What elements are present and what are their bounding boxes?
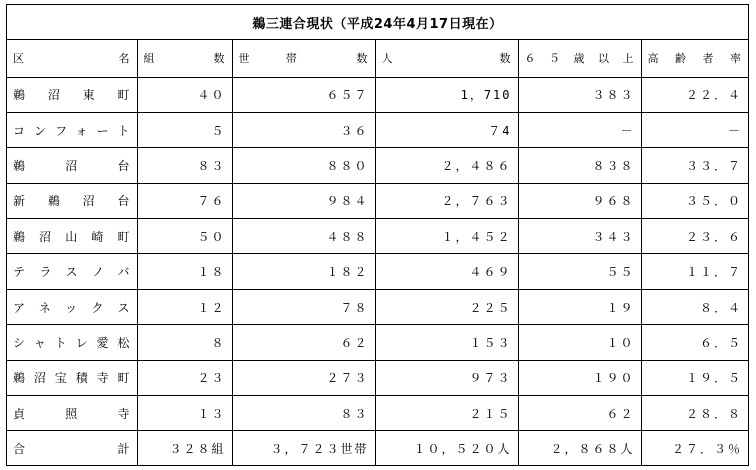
total-row: [7, 431, 748, 466]
cell-district: テラスノバ: [7, 254, 137, 289]
cell-population: ７4: [375, 112, 518, 147]
cell-aging-rate: ２２．４: [641, 77, 748, 112]
document-frame: [6, 4, 749, 466]
cell-population: ４６９: [375, 254, 518, 289]
header-households: 世 帯 数: [232, 40, 375, 77]
cell-aging-rate: ６．５: [641, 325, 748, 360]
header-over65: ６５歳以上: [518, 40, 641, 77]
table-row: [7, 289, 748, 324]
cell-population: １，４５２: [375, 219, 518, 254]
cell-aging-rate: １１．７: [641, 254, 748, 289]
cell-groups: １３: [137, 396, 232, 431]
header-groups: 組 数: [137, 40, 232, 77]
cell-households: ３６: [232, 112, 375, 147]
population-table: [7, 40, 748, 466]
table-body: [7, 77, 748, 466]
cell-households: ６５７: [232, 77, 375, 112]
cell-aging-rate: ３５．０: [641, 183, 748, 218]
cell-over65: ３４３: [518, 219, 641, 254]
cell-district: 鵜沼山崎町: [7, 219, 137, 254]
cell-over65: １９０: [518, 360, 641, 395]
cell-groups: ８: [137, 325, 232, 360]
cell-over65: ９６８: [518, 183, 641, 218]
cell-over65: １９: [518, 289, 641, 324]
header-district: 区 名: [7, 40, 137, 77]
cell-over65: １０: [518, 325, 641, 360]
cell-population: ９７３: [375, 360, 518, 395]
cell-over65: ２，８６８人: [518, 431, 641, 466]
cell-district: 貞照寺: [7, 396, 137, 431]
cell-over65: ８３８: [518, 148, 641, 183]
header-population: 人 数: [375, 40, 518, 77]
cell-households: ８８０: [232, 148, 375, 183]
cell-groups: ２３: [137, 360, 232, 395]
cell-population: 1，710: [375, 77, 518, 112]
cell-population: ２，７６３: [375, 183, 518, 218]
table-row: [7, 112, 748, 147]
cell-district: コンフォート: [7, 112, 137, 147]
cell-over65: ５５: [518, 254, 641, 289]
cell-households: ７８: [232, 289, 375, 324]
table-row: [7, 325, 748, 360]
table-row: [7, 254, 748, 289]
cell-groups: ８３: [137, 148, 232, 183]
cell-aging-rate: １９．５: [641, 360, 748, 395]
cell-groups: ７６: [137, 183, 232, 218]
cell-population: １０，５２０人: [375, 431, 518, 466]
table-row: [7, 360, 748, 395]
cell-groups: ３２８組: [137, 431, 232, 466]
table-row: [7, 396, 748, 431]
cell-aging-rate: ２８．８: [641, 396, 748, 431]
cell-district: 新鵜沼台: [7, 183, 137, 218]
cell-households: ４８８: [232, 219, 375, 254]
header-aging-rate: 高 齢 者 率: [641, 40, 748, 77]
cell-district: シャトレ愛松: [7, 325, 137, 360]
cell-over65: －: [518, 112, 641, 147]
cell-groups: ５: [137, 112, 232, 147]
cell-groups: １８: [137, 254, 232, 289]
table-row: [7, 219, 748, 254]
cell-aging-rate: ３３．７: [641, 148, 748, 183]
cell-population: １５３: [375, 325, 518, 360]
cell-over65: ３８３: [518, 77, 641, 112]
cell-district: 合 計: [7, 431, 137, 466]
cell-population: ２，４８６: [375, 148, 518, 183]
cell-population: ２１５: [375, 396, 518, 431]
cell-households: ２７３: [232, 360, 375, 395]
cell-households: ３，７２３世帯: [232, 431, 375, 466]
cell-households: ８３: [232, 396, 375, 431]
cell-district: 鵜沼宝積寺町: [7, 360, 137, 395]
cell-over65: ６２: [518, 396, 641, 431]
header-row: [7, 40, 748, 77]
cell-aging-rate: ２３．６: [641, 219, 748, 254]
cell-households: １８２: [232, 254, 375, 289]
cell-groups: １２: [137, 289, 232, 324]
cell-district: 鵜沼台: [7, 148, 137, 183]
table-row: [7, 148, 748, 183]
cell-groups: ５０: [137, 219, 232, 254]
cell-district: アネックス: [7, 289, 137, 324]
document-title: 鵜三連合現状（平成24年4月17日現在）: [7, 5, 748, 40]
table-row: [7, 77, 748, 112]
cell-groups: ４０: [137, 77, 232, 112]
cell-households: ９８４: [232, 183, 375, 218]
cell-population: ２２５: [375, 289, 518, 324]
cell-aging-rate: －: [641, 112, 748, 147]
table-row: [7, 183, 748, 218]
cell-aging-rate: ２７．３％: [641, 431, 748, 466]
cell-district: 鵜沼東町: [7, 77, 137, 112]
cell-aging-rate: ８．４: [641, 289, 748, 324]
cell-households: ６２: [232, 325, 375, 360]
